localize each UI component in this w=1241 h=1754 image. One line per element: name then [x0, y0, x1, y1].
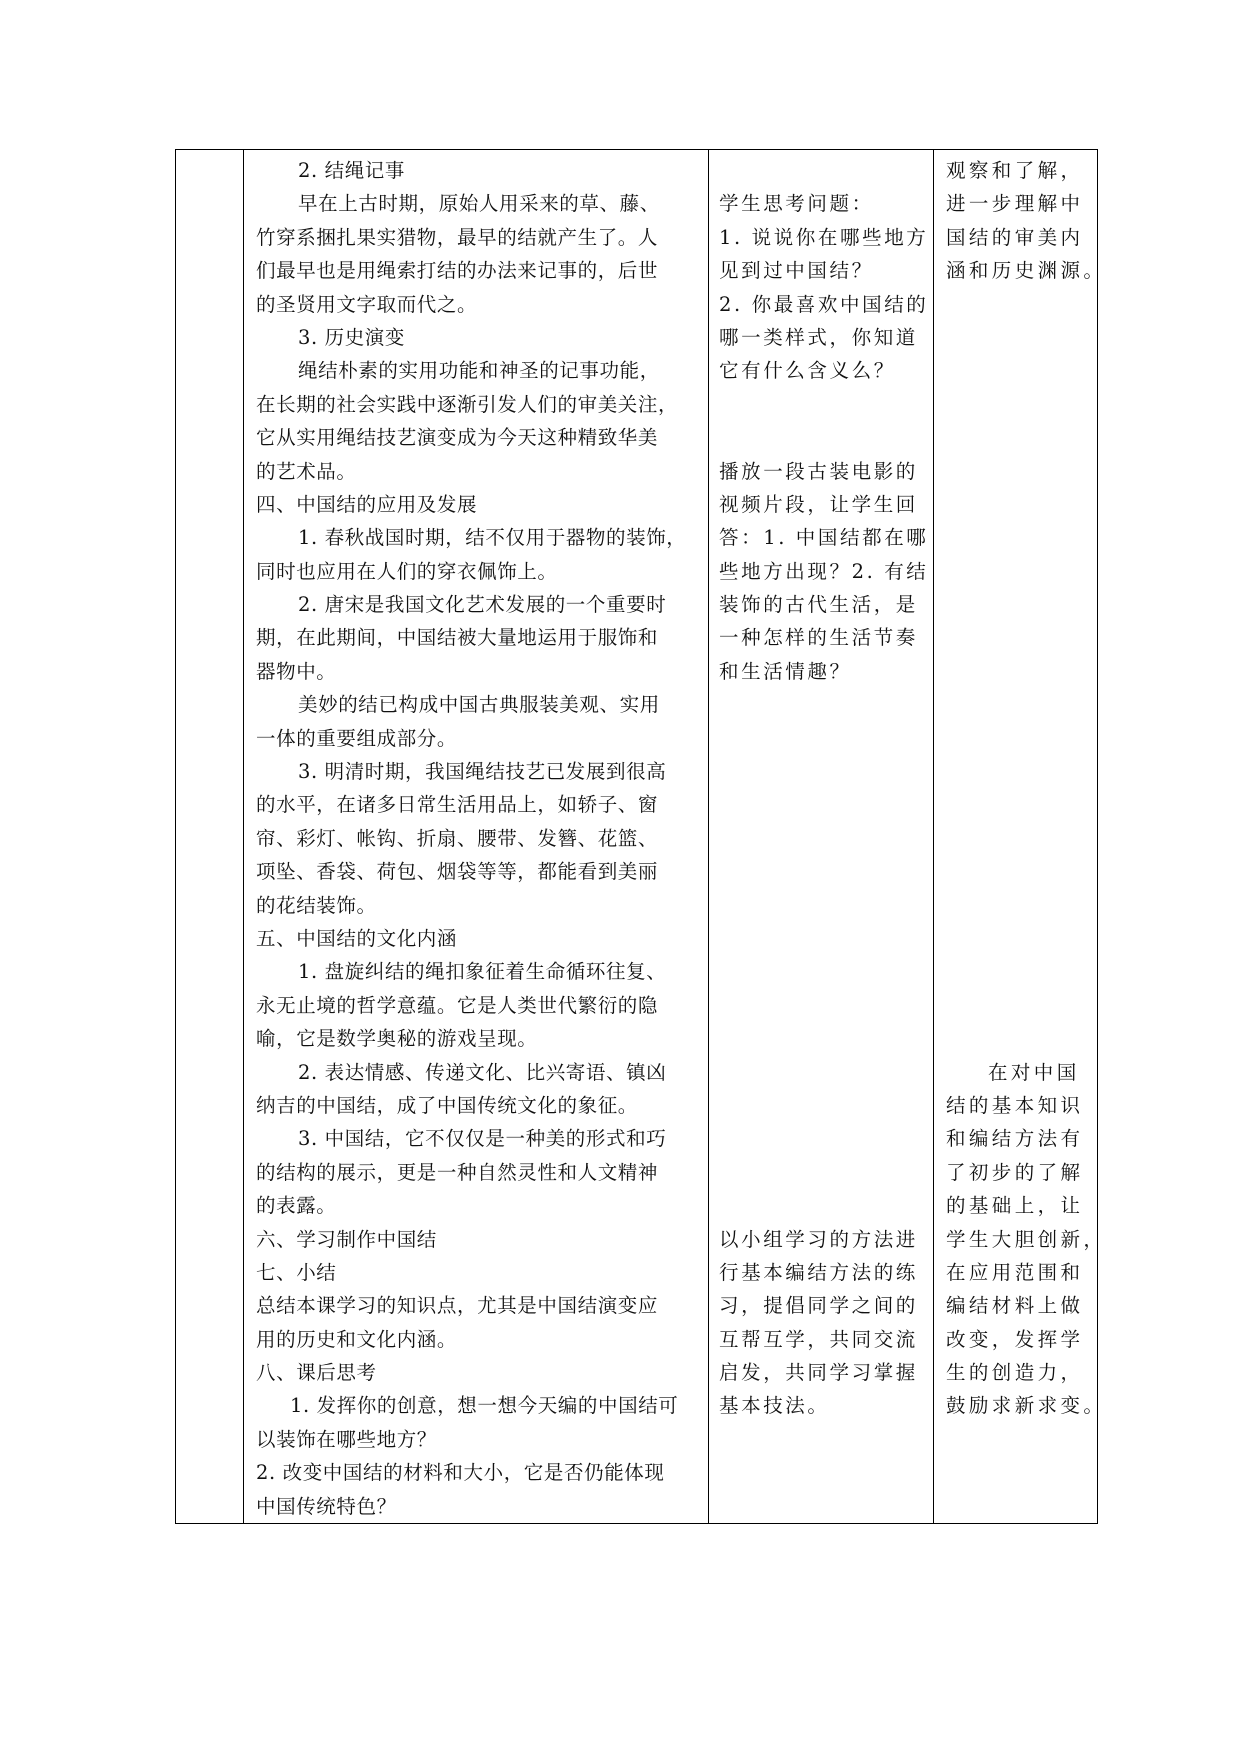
intent-text-line [946, 288, 1093, 321]
intent-text-line [946, 989, 1093, 1022]
lesson-text-line: 纳吉的中国结，成了中国传统文化的象征。 [256, 1093, 638, 1117]
activity-text-line [719, 755, 929, 788]
lesson-text-line: 美妙的结已构成中国古典服装美观、实用 [298, 693, 660, 717]
intent-text-line: 进一步理解中 [946, 192, 1084, 216]
intent-text-line [946, 388, 1093, 421]
intent-text-line: 观察和了解， [946, 159, 1084, 182]
lesson-text-line: 同时也应用在人们的穿衣佩饰上。 [256, 559, 558, 583]
activity-text-line [719, 1189, 929, 1222]
activity-text-line: 些地方出现？2. 有结 [719, 559, 929, 583]
lesson-text-line: 五、中国结的文化内涵 [256, 926, 458, 950]
lesson-text-line: 期，在此期间，中国结被大量地运用于服饰和 [256, 626, 659, 650]
intent-text-line [946, 655, 1093, 688]
intent-text-line: 改变，发挥学 [946, 1327, 1084, 1351]
lesson-text-line: 以装饰在哪些地方？ [256, 1427, 437, 1451]
lesson-text-line: 中国传统特色？ [256, 1494, 397, 1518]
intent-text-line [946, 555, 1093, 588]
intent-text-line: 在应用范围和 [946, 1260, 1084, 1284]
activity-text-line: 启发，共同学习掌握 [719, 1361, 918, 1385]
intent-text-line: 鼓励求新求变。 [946, 1394, 1107, 1418]
activity-text-line [719, 388, 929, 421]
intent-text-line [946, 421, 1093, 454]
activity-text-line: 装饰的古代生活，是 [719, 593, 918, 617]
lesson-text-line: 它从实用绳结技艺演变成为今天这种精致华美 [256, 426, 659, 450]
lesson-text-line: 3. 中国结，它不仅仅是一种美的形式和巧 [298, 1127, 667, 1151]
activity-text-line [719, 1089, 929, 1122]
activity-text-line [719, 1056, 929, 1089]
intent-text-line [946, 621, 1093, 654]
lesson-text-line: 们最早也是用绳索打结的办法来记事的，后世 [256, 259, 659, 283]
activity-text-line: 它有什么含义么？ [719, 359, 896, 383]
lesson-text-line: 一体的重要组成部分。 [256, 726, 458, 750]
lesson-text-line: 2. 唐宋是我国文化艺术发展的一个重要时 [298, 593, 667, 617]
lesson-text-line: 的表露。 [256, 1194, 337, 1218]
activity-text-line: 视频片段，让学生回 [719, 492, 918, 516]
activity-text-line [719, 989, 929, 1022]
intent-text-line: 结的基本知识 [946, 1093, 1084, 1117]
activity-text-line [719, 1156, 929, 1189]
intent-text-line [946, 688, 1093, 721]
student-activity-cell [709, 150, 934, 1524]
lesson-content-cell [244, 150, 709, 1524]
lesson-text-line: 绳结朴素的实用功能和神圣的记事功能， [298, 359, 660, 383]
lesson-text-line: 1. 盘旋纠结的绳扣象征着生命循环往复、 [298, 960, 667, 984]
lesson-text-line: 竹穿系捆扎果实猎物，最早的结就产生了。人 [256, 225, 659, 249]
lesson-text-line: 帘、彩灯、帐钩、折扇、腰带、发簪、花篮、 [256, 826, 659, 850]
lesson-text-line: 1. 发挥你的创意，想一想今天编的中国结可 [290, 1394, 679, 1418]
lesson-text-line: 2. 改变中国结的材料和大小，它是否仍能体现 [256, 1461, 665, 1485]
activity-text-line: 基本技法。 [719, 1394, 830, 1418]
activity-text-line [719, 955, 929, 988]
lesson-text-line: 项坠、香袋、荷包、烟袋等等，都能看到美丽 [256, 860, 659, 884]
lesson-text-line: 2. 表达情感、传递文化、比兴寄语、镇凶 [298, 1060, 667, 1084]
lesson-text-line: 早在上古时期，原始人用采来的草、藤、 [298, 192, 660, 216]
intent-text-line: 的基础上，让 [946, 1194, 1084, 1218]
activity-text-line: 学生思考问题： [719, 192, 874, 216]
lesson-text-line: 六、学习制作中国结 [256, 1227, 437, 1251]
intent-text-line: 生的创造力， [946, 1361, 1084, 1385]
lesson-text-line: 3. 明清时期，我国绳结技艺已发展到很高 [298, 760, 667, 784]
intent-text-line [946, 521, 1093, 554]
intent-text-line [946, 822, 1093, 855]
intent-text-line [946, 855, 1093, 888]
intent-text-line [946, 889, 1093, 922]
lesson-text-line: 1. 春秋战国时期，结不仅用于器物的装饰， [298, 526, 687, 550]
intent-text-line: 了初步的了解 [946, 1160, 1084, 1184]
intent-text-line [946, 722, 1093, 755]
empty-cell [176, 150, 244, 1524]
intent-text-line [946, 788, 1093, 821]
activity-text-line: 和生活情趣？ [719, 659, 852, 683]
lesson-text-line: 2. 结绳记事 [298, 159, 406, 182]
intent-text-line: 在对中国 [988, 1060, 1080, 1084]
activity-text-line [719, 788, 929, 821]
intent-text-line [946, 354, 1093, 387]
activity-text-line [719, 855, 929, 888]
lesson-text-line: 的水平，在诸多日常生活用品上，如轿子、窗 [256, 793, 659, 817]
lesson-text-line: 七、小结 [256, 1260, 337, 1284]
activity-text-line [719, 421, 929, 454]
intent-text-line: 编结材料上做 [946, 1294, 1084, 1318]
intent-text-line [946, 488, 1093, 521]
intent-text-line: 涵和历史渊源。 [946, 259, 1107, 283]
lesson-text-line: 器物中。 [256, 659, 337, 683]
lesson-content [244, 150, 708, 1523]
activity-text-line: 以小组学习的方法进 [719, 1227, 918, 1251]
table-row [176, 150, 1098, 1524]
intent-text-line [946, 922, 1093, 955]
intent-text-line [946, 755, 1093, 788]
lesson-text-line: 喻，它是数学奥秘的游戏呈现。 [256, 1027, 538, 1051]
activity-text-line [719, 822, 929, 855]
lesson-text-line: 总结本课学习的知识点，尤其是中国结演变应 [256, 1294, 659, 1318]
student-activity [709, 150, 933, 1423]
intent-text-line [946, 955, 1093, 988]
lesson-text-line: 永无止境的哲学意蕴。它是人类世代繁衍的隐 [256, 993, 659, 1017]
intent-text-line: 和编结方法有 [946, 1127, 1084, 1151]
activity-text-line [719, 922, 929, 955]
intent-text-line [946, 1022, 1093, 1055]
activity-text-line [719, 889, 929, 922]
lesson-text-line: 四、中国结的应用及发展 [256, 492, 478, 516]
activity-text-line: 播放一段古装电影的 [719, 459, 918, 483]
intent-text-line: 国结的审美内 [946, 225, 1084, 249]
activity-text-line [719, 154, 929, 187]
activity-text-line: 见到过中国结？ [719, 259, 874, 283]
intent-text-line: 学生大胆创新， [946, 1227, 1107, 1251]
design-intent-cell [934, 150, 1107, 1524]
intent-text-line [946, 455, 1093, 488]
activity-text-line [719, 1122, 929, 1155]
lesson-text-line: 八、课后思考 [256, 1361, 377, 1385]
activity-text-line: 习，提倡同学之间的 [719, 1294, 918, 1318]
activity-text-line [719, 688, 929, 721]
activity-text-line: 答：1. 中国结都在哪 [719, 526, 929, 550]
lesson-text-line: 的艺术品。 [256, 459, 357, 483]
design-intent [934, 150, 1107, 1423]
intent-text-line [946, 321, 1093, 354]
activity-text-line: 互帮互学，共同交流 [719, 1327, 918, 1351]
activity-text-line [719, 722, 929, 755]
activity-text-line: 1. 说说你在哪些地方 [719, 225, 929, 249]
lesson-text-line: 3. 历史演变 [298, 325, 406, 349]
activity-text-line [719, 1022, 929, 1055]
activity-text-line: 行基本编结方法的练 [719, 1260, 918, 1284]
intent-text-line [946, 588, 1093, 621]
activity-text-line: 2. 你最喜欢中国结的 [719, 292, 929, 316]
lesson-text-line: 的结构的展示，更是一种自然灵性和人文精神 [256, 1160, 659, 1184]
lesson-text-line: 用的历史和文化内涵。 [256, 1327, 458, 1351]
lesson-text-line: 的圣贤用文字取而代之。 [256, 292, 478, 316]
lesson-text-line: 在长期的社会实践中逐渐引发人们的审美关注， [256, 392, 679, 416]
activity-text-line: 一种怎样的生活节奏 [719, 626, 918, 650]
lesson-plan-table [175, 149, 1107, 1524]
activity-text-line: 哪一类样式，你知道 [719, 325, 918, 349]
lesson-text-line: 的花结装饰。 [256, 893, 377, 917]
